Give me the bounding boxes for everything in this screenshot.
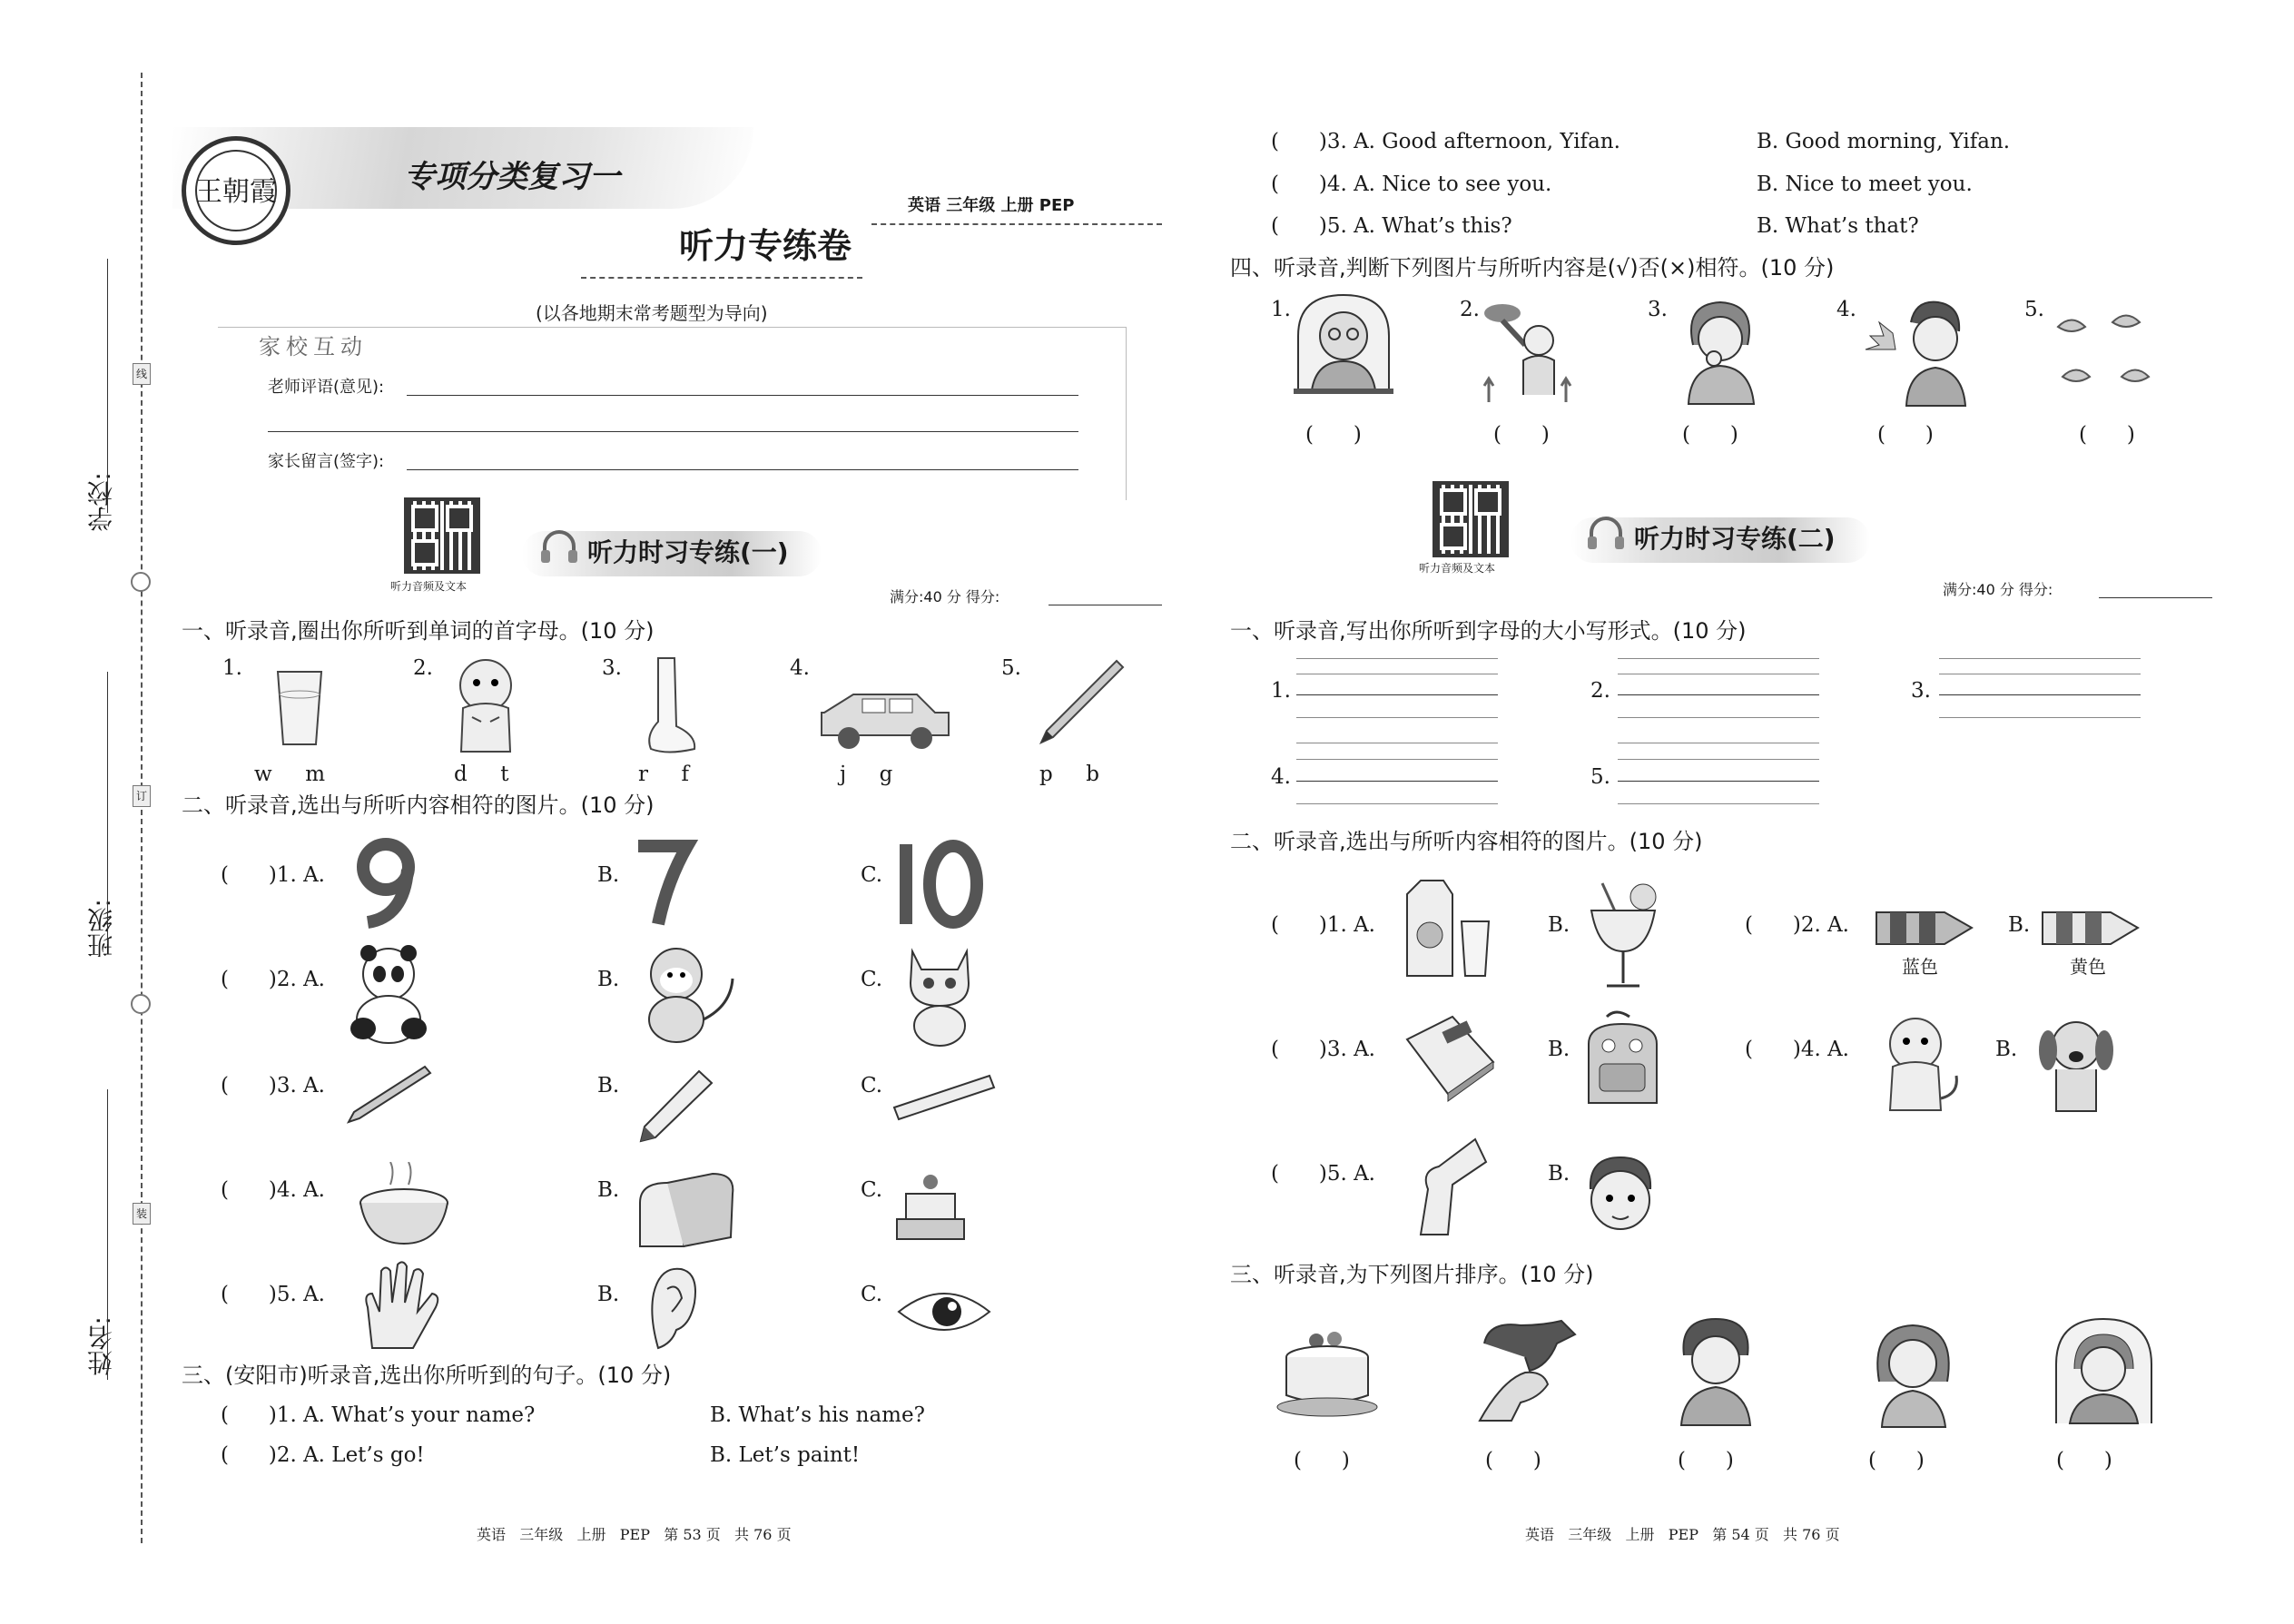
school-label: 学校:: [86, 472, 116, 532]
r-s1-title: 一、听录音,写出你所听到字母的大小写形式。(10 分): [1230, 618, 1747, 644]
l-s3-title: 三、(安阳市)听录音,选出你所听到的句子。(10 分): [182, 1363, 672, 1388]
r-s2-3-b: B.: [1548, 1038, 1570, 1061]
arm-icon: [1403, 1135, 1493, 1239]
l-s2-row1-num[interactable]: ( )1. A.: [221, 863, 325, 887]
r-s2-3-num[interactable]: ( )3. A.: [1271, 1038, 1375, 1061]
right-footer: 英语 三年级 上册 PEP 第 54 页 共 76 页: [1525, 1526, 1840, 1543]
r-s4-num-2: 2.: [1460, 298, 1480, 321]
r-s4-paren-2[interactable]: ( ): [1493, 423, 1550, 447]
rice-icon: [354, 1162, 454, 1248]
score-label: 满分:40 分 得分:: [890, 588, 1000, 605]
r-s1-4-l3[interactable]: [1296, 781, 1498, 782]
girl-icon: [1670, 295, 1770, 408]
page-title: 听力专练卷: [679, 226, 852, 266]
binding-line: [141, 73, 143, 1543]
r-s2-1-num[interactable]: ( )1. A.: [1271, 913, 1375, 937]
r-s2-5-b: B.: [1548, 1162, 1570, 1186]
drill-title: 听力时习专练(一): [587, 537, 789, 567]
cat-icon: [894, 942, 985, 1047]
l-s2-row3-c: C.: [861, 1074, 883, 1097]
ruler-icon: [890, 1071, 999, 1126]
tiger-icon: [1870, 1012, 1961, 1117]
r-s2-title: 二、听录音,选出与所听内容相符的图片。(10 分): [1230, 829, 1703, 854]
l-s2-row3-b: B.: [597, 1074, 620, 1097]
left-footer: 英语 三年级 上册 PEP 第 53 页 共 76 页: [477, 1526, 792, 1543]
r-s3-row4-a[interactable]: ( )4. A. Nice to see you.: [1271, 172, 1552, 196]
r-s2-5-num[interactable]: ( )5. A.: [1271, 1162, 1375, 1186]
seven-icon: [631, 835, 699, 930]
r-s1-4-l2: [1296, 759, 1498, 760]
l-s1-opts-4[interactable]: j g: [840, 763, 893, 786]
l-s1-opts-3[interactable]: r f: [638, 763, 690, 786]
r-s1-num-2: 2.: [1590, 679, 1610, 703]
stand-up-icon: [1480, 295, 1580, 404]
name-label: 姓名:: [86, 1316, 116, 1376]
r-s1-1-l1: [1296, 658, 1498, 659]
qr-caption-right: 听力音频及文本: [1419, 562, 1496, 575]
r-s1-num-4: 4.: [1271, 765, 1291, 789]
r-s2-2-b: B.: [2008, 913, 2031, 937]
l-s2-row5-c: C.: [861, 1283, 883, 1306]
r-s3-paren-2[interactable]: ( ): [1485, 1449, 1541, 1472]
l-s1-opts-1[interactable]: w m: [254, 763, 326, 786]
r-s2-4-b: B.: [1995, 1038, 2018, 1061]
juice-icon: [1584, 879, 1661, 992]
l-s1-num-5: 5.: [1001, 656, 1021, 680]
r-s2-2-label-b: 黄色: [2070, 956, 2106, 978]
monkey-icon: [631, 942, 740, 1047]
series-title: 专项分类复习一: [404, 159, 620, 195]
r-s1-num-1: 1.: [1271, 679, 1291, 703]
ear-icon: [640, 1262, 704, 1357]
r-s4-num-5: 5.: [2024, 298, 2044, 321]
boy-icon: [1670, 1314, 1761, 1428]
l-s3-row1-b[interactable]: B. What’s his name?: [710, 1403, 925, 1427]
r-s1-4-l4: [1296, 803, 1498, 804]
seal-mark-zhuang: 装: [133, 1203, 151, 1225]
blue-crayon-icon: [1872, 908, 1976, 949]
l-s2-row2-num[interactable]: ( )2. A.: [221, 968, 325, 991]
r-s3-paren-1[interactable]: ( ): [1294, 1449, 1350, 1472]
cake-icon: [1275, 1330, 1380, 1421]
qr-code[interactable]: [404, 497, 480, 574]
l-s1-opts-2[interactable]: d t: [454, 763, 509, 786]
girl-icon: [1866, 1318, 1961, 1429]
foot-icon: [631, 654, 704, 758]
margin-circle-1: [131, 572, 151, 592]
r-s4-paren-1[interactable]: ( ): [1305, 423, 1362, 447]
l-s2-row1-b: B.: [597, 863, 620, 887]
r-s3-row5-b[interactable]: B. What’s that?: [1757, 214, 1919, 238]
r-s2-2-num[interactable]: ( )2. A.: [1745, 913, 1849, 937]
glass-icon: [272, 667, 327, 749]
r-s3-row3-b[interactable]: B. Good morning, Yifan.: [1757, 130, 2011, 153]
r-s1-num-5: 5.: [1590, 765, 1610, 789]
l-s2-row4-b: B.: [597, 1178, 620, 1202]
r-s1-5-l4: [1618, 803, 1819, 804]
svg-text:王朝霞: 王朝霞: [195, 176, 277, 208]
r-s1-2-l3[interactable]: [1618, 694, 1819, 695]
headphones-icon: [1584, 511, 1628, 555]
l-s2-row5-num[interactable]: ( )5. A.: [221, 1283, 325, 1306]
pen-icon: [343, 1062, 434, 1126]
r-s3-row4-b[interactable]: B. Nice to meet you.: [1757, 172, 1973, 196]
pencil-icon: [635, 1067, 717, 1144]
teacher-comment-line-1: [407, 395, 1078, 396]
r-s3-title: 三、听录音,为下列图片排序。(10 分): [1230, 1262, 1594, 1287]
l-s2-row5-b: B.: [597, 1283, 620, 1306]
seal-mark-line: 线: [133, 363, 151, 385]
face-icon: [1580, 1153, 1661, 1239]
r-s2-2-label-a: 蓝色: [1902, 956, 1938, 978]
l-s1-num-1: 1.: [222, 656, 242, 680]
l-s3-row2-a[interactable]: ( )2. A. Let’s go!: [221, 1443, 425, 1467]
book-icon: [1398, 1012, 1498, 1103]
r-s4-paren-5[interactable]: ( ): [2079, 423, 2135, 447]
brand-logo: [182, 136, 290, 245]
l-s2-row4-c: C.: [861, 1178, 883, 1202]
parent-comment-label: 家长留言(签字):: [268, 452, 385, 471]
boy-icon: [1861, 295, 1970, 408]
l-s1-num-4: 4.: [790, 656, 810, 680]
r-s3-paren-5[interactable]: ( ): [2056, 1449, 2112, 1472]
r-s4-title: 四、听录音,判断下列图片与所听内容是(√)否(×)相符。(10 分): [1230, 255, 1835, 281]
r-s1-5-l2: [1618, 759, 1819, 760]
score-blank-right[interactable]: [2099, 597, 2212, 598]
dog-hand-icon: [1475, 1316, 1584, 1425]
r-s1-num-3: 3.: [1911, 679, 1931, 703]
r-s4-num-4: 4.: [1836, 298, 1856, 321]
milk-icon: [1398, 876, 1493, 980]
bag-icon: [1580, 1008, 1666, 1112]
l-s1-num-3: 3.: [602, 656, 622, 680]
ten-icon: [888, 835, 988, 930]
panda-icon: [343, 942, 434, 1047]
r-s1-3-l4: [1939, 717, 2141, 718]
meta-info: 英语 三年级 上册 PEP: [908, 196, 1075, 215]
drill-title-right: 听力时习专练(二): [1634, 524, 1836, 554]
r-s2-1-b: B.: [1548, 913, 1570, 937]
r-s1-2-l1: [1618, 658, 1819, 659]
home-school-label: 家校互动: [259, 334, 368, 359]
l-s2-row4-num[interactable]: ( )4. A.: [221, 1178, 325, 1202]
r-s3-row3-a[interactable]: ( )3. A. Good afternoon, Yifan.: [1271, 130, 1620, 153]
school-blank: [107, 259, 108, 513]
margin-circle-2: [131, 994, 151, 1014]
l-s2-row1-c: C.: [861, 863, 883, 887]
l-s1-num-2: 2.: [413, 656, 433, 680]
r-s3-row5-a[interactable]: ( )5. A. What’s this?: [1271, 214, 1512, 238]
r-s1-3-l3[interactable]: [1939, 694, 2141, 695]
eye-icon: [894, 1284, 994, 1339]
r-s2-4-num[interactable]: ( )4. A.: [1745, 1038, 1849, 1061]
title-dash: [581, 277, 862, 279]
l-s2-row2-b: B.: [597, 968, 620, 991]
pen-icon: [1030, 654, 1130, 753]
parent-comment-line: [407, 469, 1078, 470]
r-s4-num-1: 1.: [1271, 298, 1291, 321]
jeep-icon: [817, 685, 953, 753]
grandpa-icon: [1294, 290, 1393, 399]
name-blank: [107, 1089, 108, 1380]
class-blank: [107, 672, 108, 944]
score-label-right: 满分:40 分 得分:: [1943, 581, 2053, 598]
l-s3-row1-a[interactable]: ( )1. A. What’s your name?: [221, 1403, 536, 1427]
r-s1-3-l1: [1939, 658, 2141, 659]
meta-dash: [871, 223, 1162, 225]
class-label: 班级:: [86, 899, 116, 959]
l-s3-row2-b[interactable]: B. Let’s paint!: [710, 1443, 861, 1467]
r-s3-paren-3[interactable]: ( ): [1678, 1449, 1734, 1472]
r-s4-paren-4[interactable]: ( ): [1877, 423, 1934, 447]
birds-icon: [2053, 304, 2167, 404]
teacher-comment-line-2: [268, 431, 1078, 432]
qr-code-right[interactable]: [1433, 481, 1509, 557]
logo-icon: [186, 141, 286, 241]
headphones-icon: [537, 525, 581, 568]
dog-icon: [2033, 1009, 2120, 1118]
yellow-crayon-icon: [2038, 908, 2142, 949]
r-s4-paren-3[interactable]: ( ): [1682, 423, 1738, 447]
l-s1-title: 一、听录音,圈出你所听到单词的首字母。(10 分): [182, 618, 655, 644]
teacher-comment-label: 老师评语(意见):: [268, 378, 385, 397]
r-s3-paren-4[interactable]: ( ): [1868, 1449, 1925, 1472]
l-s1-opts-5[interactable]: p b: [1039, 763, 1100, 786]
grandma-icon: [2052, 1314, 2156, 1428]
r-s4-num-3: 3.: [1648, 298, 1668, 321]
l-s2-row2-c: C.: [861, 968, 883, 991]
r-s1-2-l4: [1618, 717, 1819, 718]
r-s1-5-l3[interactable]: [1618, 781, 1819, 782]
bread-icon: [631, 1166, 740, 1253]
tiger-icon: [445, 654, 527, 758]
page-subtitle: (以各地期末常考题型为导向): [536, 302, 768, 324]
l-s2-title: 二、听录音,选出与所听内容相符的图片。(10 分): [182, 792, 655, 818]
l-s2-row3-num[interactable]: ( )3. A.: [221, 1074, 325, 1097]
seal-mark-ding: 订: [133, 785, 151, 807]
r-s1-1-l4: [1296, 717, 1498, 718]
qr-caption: 听力音频及文本: [390, 580, 468, 593]
cake-icon: [890, 1171, 971, 1248]
r-s1-1-l3[interactable]: [1296, 694, 1498, 695]
hand-icon: [354, 1257, 445, 1357]
nine-icon: [350, 835, 422, 930]
